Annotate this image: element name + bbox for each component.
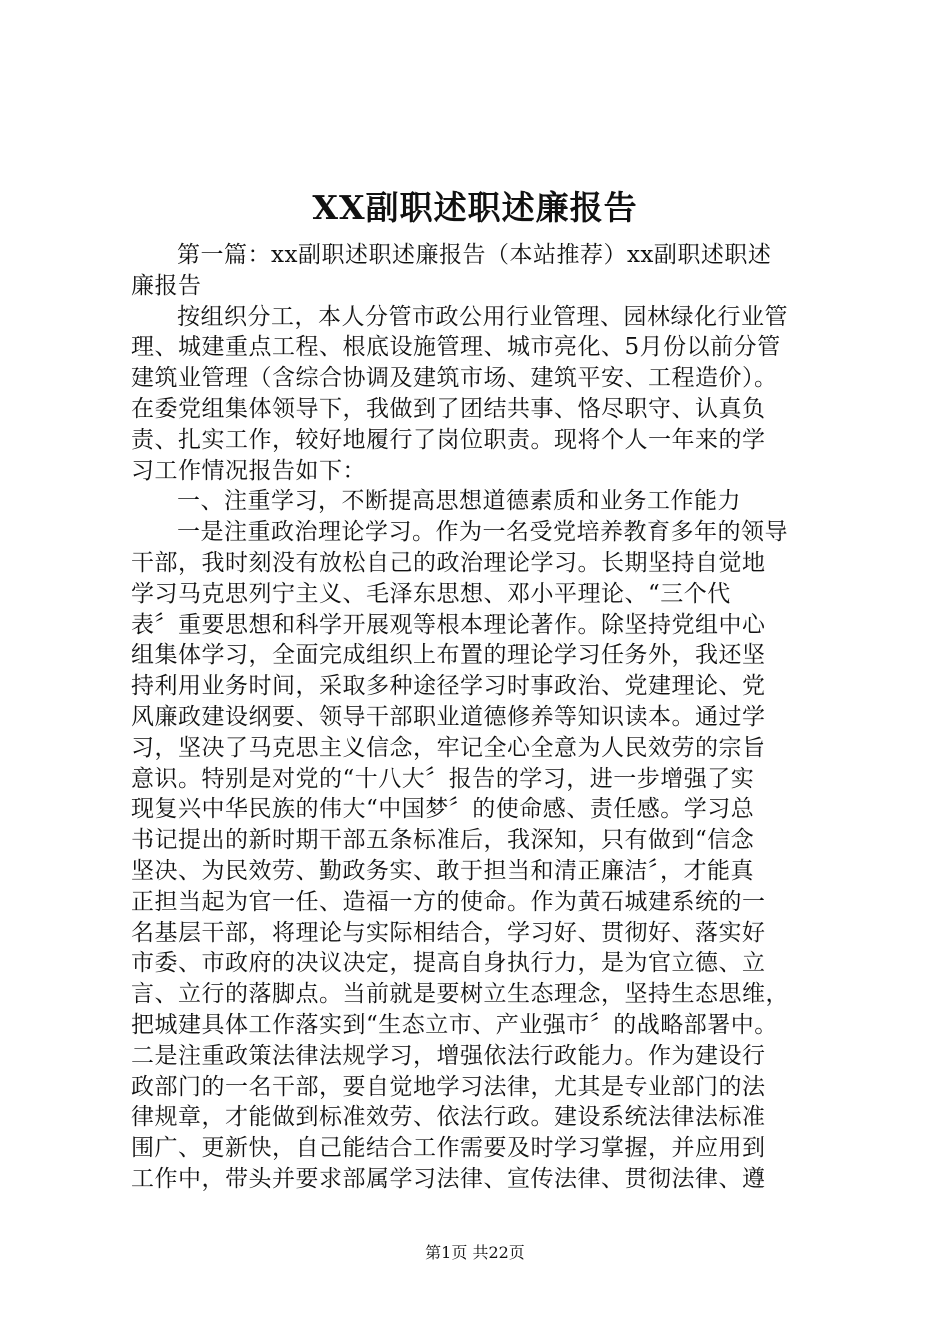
document-body xyxy=(131,240,831,1195)
text-line: 在委党组集体领导下，我做到了团结共事、恪尽职守、认真负 xyxy=(131,395,766,422)
text-line: 把城建具体工作落实到“生态立市、产业强市〞的战略部署中。 xyxy=(131,1011,778,1038)
text-line: 坚决、为民效劳、勤政务实、敢于担当和清正廉洁〞，才能真 xyxy=(131,857,754,884)
text-line: 围广、更新快，自己能结合工作需要及时学习掌握，并应用到 xyxy=(131,1135,766,1162)
text-line: 正担当起为官一任、造福一方的使命。作为黄石城建系统的一 xyxy=(131,888,766,915)
text-line: 工作中，带头并要求部属学习法律、宣传法律、贯彻法律、遵 xyxy=(131,1165,766,1192)
text-line: 意识。特别是对党的“十八大〞报告的学习，进一步增强了实 xyxy=(131,765,755,792)
page-footer: 第1页 共22页 xyxy=(425,1243,525,1262)
text-line: 学习马克思列宁主义、毛泽东思想、邓小平理论、“三个代 xyxy=(131,580,731,607)
text-line: 第一篇：xx副职述职述廉报告（本站推荐）xx副职述职述 xyxy=(177,242,772,268)
text-line: 二是注重政策法律法规学习，增强依法行政能力。作为建设行 xyxy=(131,1042,766,1069)
section-heading: 一、注重学习，不断提高思想道德素质和业务工作能力 xyxy=(177,488,741,515)
text-line: 廉报告 xyxy=(131,272,202,299)
text-line: 政部门的一名干部，要自觉地学习法律，尤其是专业部门的法 xyxy=(131,1073,766,1100)
text-line: 言、立行的落脚点。当前就是要树立生态理念，坚持生态思维， xyxy=(131,981,789,1008)
text-line: 市委、市政府的决议决定，提高自身执行力，是为官立德、立 xyxy=(131,950,766,977)
text-line: 风廉政建设纲要、领导干部职业道德修养等知识读本。通过学 xyxy=(131,703,766,730)
text-line: 干部，我时刻没有放松自己的政治理论学习。长期坚持自觉地 xyxy=(131,549,766,576)
text-line: 组集体学习，全面完成组织上布置的理论学习任务外，我还坚 xyxy=(131,642,766,669)
text-line: 习工作情况报告如下： xyxy=(131,457,366,484)
text-line: 持利用业务时间，采取多种途径学习时事政治、党建理论、党 xyxy=(131,673,766,700)
text-line: 书记提出的新时期干部五条标准后，我深知，只有做到“信念 xyxy=(131,827,755,854)
text-line: 一是注重政治理论学习。作为一名受党培养教育多年的领导 xyxy=(177,519,788,546)
text-line: 律规章，才能做到标准效劳、依法行政。建设系统法律法标准 xyxy=(131,1104,766,1131)
text-line: 建筑业管理（含综合协调及建筑市场、建筑平安、工程造价）。 xyxy=(131,365,778,392)
text-line: 名基层干部，将理论与实际相结合，学习好、贯彻好、落实好 xyxy=(131,919,766,946)
text-line: 习，坚决了马克思主义信念，牢记全心全意为人民效劳的宗旨 xyxy=(131,734,766,761)
text-line: 责、扎实工作，较好地履行了岗位职责。现将个人一年来的学 xyxy=(131,426,766,453)
text-line: 表〞重要思想和科学开展观等根本理论著作。除坚持党组中心 xyxy=(131,611,766,638)
text-line: 理、城建重点工程、根底设施管理、城市亮化、5月份以前分管 xyxy=(131,334,781,361)
text-line: 按组织分工，本人分管市政公用行业管理、园林绿化行业管 xyxy=(177,303,788,330)
text-line: 现复兴中华民族的伟大“中国梦〞的使命感、责任感。学习总 xyxy=(131,796,755,823)
document-title: XX副职述职述廉报告 xyxy=(312,188,638,227)
